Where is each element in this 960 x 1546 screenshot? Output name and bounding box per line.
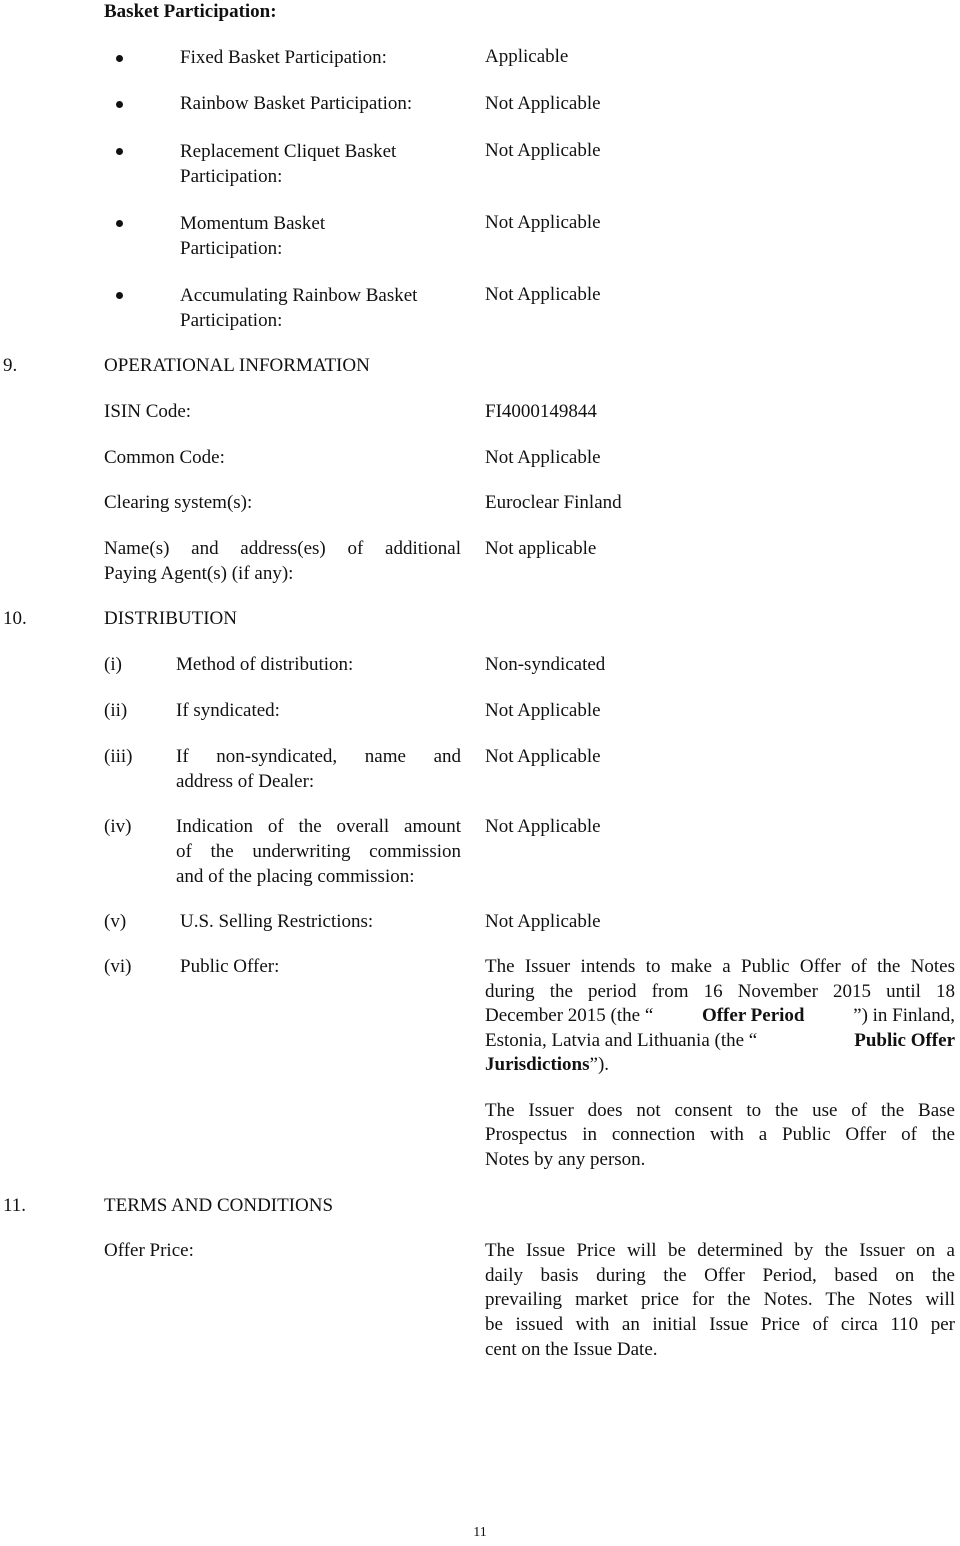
isin-label: ISIN Code:: [104, 401, 192, 422]
bullet-icon: [116, 148, 123, 155]
common-code-value: Not Applicable: [485, 447, 601, 468]
distribution-label: address of Dealer:: [176, 771, 315, 792]
paying-agent-label: Name(s) and address(es) of additional: [104, 538, 461, 559]
section-number: 10.: [3, 608, 27, 629]
basket-label: Fixed Basket Participation:: [180, 47, 387, 68]
public-offer-text: Estonia, Latvia and Lithuania (the “: [485, 1030, 758, 1051]
item-number: (i): [104, 654, 122, 675]
distribution-label: Public Offer:: [180, 956, 280, 977]
item-number: (iii): [104, 746, 133, 767]
basket-value: Not Applicable: [485, 212, 601, 233]
distribution-label: Method of distribution:: [176, 654, 354, 675]
distribution-label: If syndicated:: [176, 700, 280, 721]
basket-label: Participation:: [180, 166, 283, 187]
public-offer-text: The Issuer intends to make a Public Offer of the Notes: [485, 956, 955, 977]
item-number: (v): [104, 911, 127, 932]
public-offer-line: [485, 1053, 609, 1078]
distribution-value: Not Applicable: [485, 816, 601, 837]
basket-value: Not Applicable: [485, 140, 601, 161]
public-offer-text: ”) in Finland,: [853, 1005, 955, 1026]
basket-value: Not Applicable: [485, 93, 601, 114]
distribution-value: Non-syndicated: [485, 654, 606, 675]
distribution-value: Not Applicable: [485, 746, 601, 767]
public-offer-term: Public Offer: [854, 1030, 955, 1051]
clearing-label: Clearing system(s):: [104, 492, 253, 513]
common-code-label: Common Code:: [104, 447, 225, 468]
public-offer-text: during the period from 16 November 2015 until 18: [485, 981, 955, 1002]
paying-agent-value: Not applicable: [485, 538, 597, 559]
distribution-label: If non-syndicated, name and: [176, 746, 461, 767]
bullet-icon: [116, 101, 123, 108]
basket-heading: Basket Participation:: [104, 1, 277, 22]
distribution-label: of the underwriting commission: [176, 841, 461, 862]
offer-price-text: The Issue Price will be determined by the Issuer on a: [485, 1240, 955, 1261]
section-heading: OPERATIONAL INFORMATION: [104, 355, 370, 376]
offer-price-text: cent on the Issue Date.: [485, 1339, 658, 1360]
consent-text: The Issuer does not consent to the use of the Base: [485, 1100, 955, 1121]
isin-value: FI4000149844: [485, 401, 597, 422]
public-offer-line: [485, 1029, 955, 1054]
consent-text: Notes by any person.: [485, 1149, 646, 1170]
basket-label: Rainbow Basket Participation:: [180, 93, 413, 114]
consent-text: Prospectus in connection with a Public Offer of the: [485, 1124, 955, 1145]
public-offer-text: ”).: [589, 1054, 610, 1075]
offer-price-text: daily basis during the Offer Period, based on the: [485, 1265, 955, 1286]
distribution-value: Not Applicable: [485, 911, 601, 932]
public-offer-text: December 2015 (the “: [485, 1005, 654, 1026]
item-number: (ii): [104, 700, 128, 721]
distribution-value: Not Applicable: [485, 700, 601, 721]
clearing-value: Euroclear Finland: [485, 492, 622, 513]
bullet-icon: [116, 220, 123, 227]
distribution-label: and of the placing commission:: [176, 866, 415, 887]
basket-label: Participation:: [180, 238, 283, 259]
basket-label: Participation:: [180, 310, 283, 331]
offer-price-text: be issued with an initial Issue Price of circa 110 per: [485, 1314, 955, 1335]
distribution-label: U.S. Selling Restrictions:: [180, 911, 374, 932]
section-heading: TERMS AND CONDITIONS: [104, 1195, 334, 1216]
section-number: 9.: [3, 355, 18, 376]
bullet-icon: [116, 292, 123, 299]
basket-label: Accumulating Rainbow Basket: [180, 285, 418, 306]
offer-price-text: prevailing market price for the Notes. The Notes will: [485, 1289, 955, 1310]
section-number: 11.: [3, 1195, 27, 1216]
basket-label: Momentum Basket: [180, 213, 326, 234]
offer-price-label: Offer Price:: [104, 1240, 194, 1261]
public-offer-line: [485, 1004, 955, 1029]
item-number: (vi): [104, 956, 132, 977]
basket-label: Replacement Cliquet Basket: [180, 141, 397, 162]
basket-value: Applicable: [485, 46, 569, 67]
bullet-icon: [116, 55, 123, 62]
section-heading: DISTRIBUTION: [104, 608, 237, 629]
basket-value: Not Applicable: [485, 284, 601, 305]
distribution-label: Indication of the overall amount: [176, 816, 461, 837]
paying-agent-label: Paying Agent(s) (if any):: [104, 563, 294, 584]
item-number: (iv): [104, 816, 132, 837]
page-number: 11: [473, 1525, 487, 1540]
jurisdictions-term: Jurisdictions: [485, 1054, 590, 1075]
offer-period-term: Offer Period: [701, 1005, 805, 1026]
